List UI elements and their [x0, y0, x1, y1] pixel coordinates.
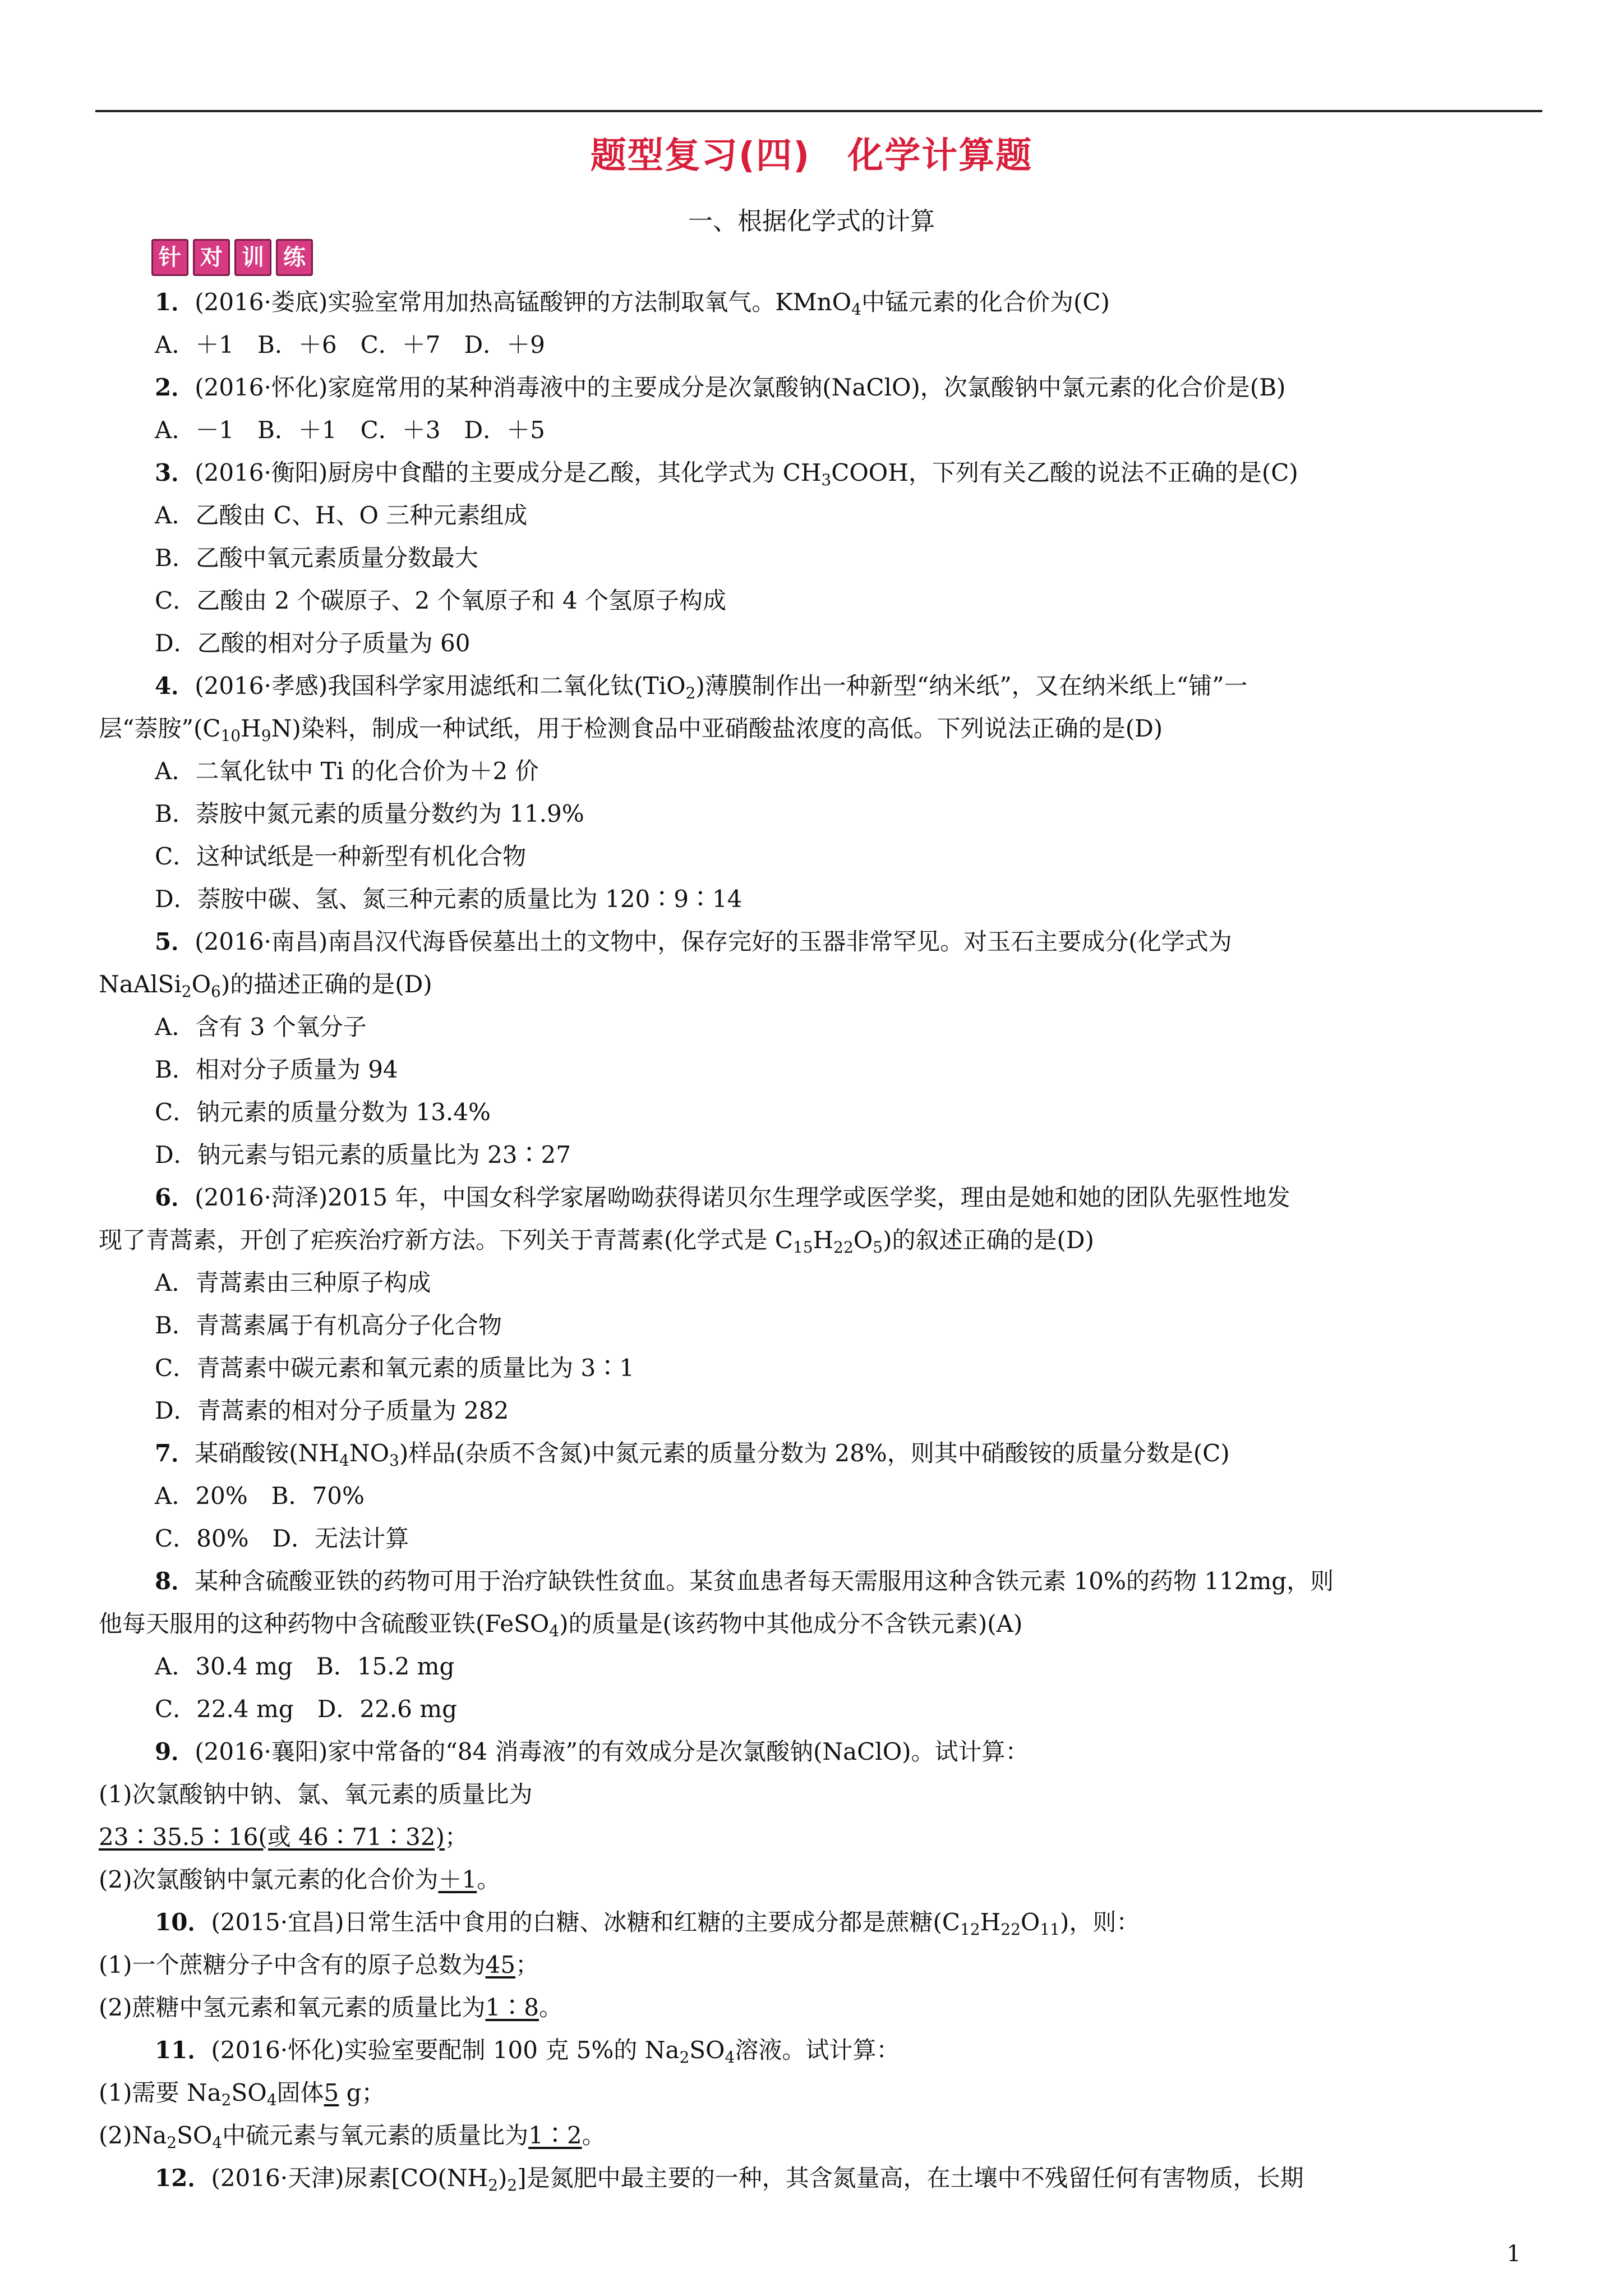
question-8-options-cd: C．22.4 mg D．22.6 mg — [155, 1695, 457, 1723]
question-4-cont: 层“萘胺$”(C_{10}H_9N)$染料，制成一种试纸，用于检测食品中亚硝酸盐浓度的高低。下列说法正确的是(D) — [99, 715, 1163, 745]
question-8-options-ab: A．30.4 mg B．15.2 mg — [155, 1653, 455, 1680]
question-5: 5．(2016·南昌)南昌汉代海昏侯墓出土的文物中，保存完好的玉器非常罕见。对玉石主要成分(化学式为 — [155, 928, 1232, 955]
option-b: B．相对分子质量为 94 — [155, 1056, 398, 1083]
option-c: C．乙酸由 2 个碳原子、2 个氧原子和 4 个氢原子构成 — [155, 587, 727, 614]
question-10-part-1: (1)一个蔗糖分子中含有的原子总数为45； — [99, 1951, 539, 1978]
option-a: A．乙酸由 C、H、O 三种元素组成 — [155, 501, 528, 529]
question-11-part-2: $(2)Na_2SO_4$中硫元素与氧元素的质量比为1∶2。 — [99, 2122, 606, 2152]
question-11-part-1: (1)需要 $Na_2SO_4$固体5 g； — [99, 2079, 385, 2109]
question-2: 2．(2016·怀化)家庭常用的某种消毒液中的主要成分是次氯酸钠(NaClO)，次氯酸钠中氯元素的化合价是(B) — [155, 374, 1286, 401]
option-d: D．乙酸的相对分子质量为 60 — [155, 629, 471, 657]
question-7: 7．某硝酸铵$(NH_4NO_3)$样品(杂质不含氮)中氮元素的质量分数为 28%，则其中硝酸铵的质量分数是(C) — [155, 1439, 1230, 1470]
practice-badge — [151, 239, 313, 276]
option-a: A．含有 3 个氧分子 — [155, 1013, 367, 1041]
option-a: A．青蒿素由三种原子构成 — [155, 1269, 431, 1296]
question-7-options-ab: A．20% B．70% — [155, 1482, 365, 1510]
question-8: 8．某种含硫酸亚铁的药物可用于治疗缺铁性贫血。某贫血患者每天需服用这种含铁元素 10%的药物 112mg，则 — [155, 1567, 1334, 1595]
question-1-options: A．＋1 B．＋6 C．＋7 D．＋9 — [155, 331, 545, 358]
question-3: 3．(2016·衡阳)厨房中食醋的主要成分是乙酸，其化学式为 $CH_3COOH$，下列有关乙酸的说法不正确的是(C) — [155, 459, 1298, 489]
question-4: 4．(2016·孝感)我国科学家用滤纸和二氧化钛(TiO$_2$)薄膜制作出一种新型“纳米纸”，又在纳米纸上“铺”一 — [155, 672, 1248, 702]
question-2-options: A．－1 B．＋1 C．＋3 D．＋5 — [155, 416, 545, 444]
header-rule — [95, 110, 1542, 112]
option-b: B．乙酸中氧元素质量分数最大 — [155, 544, 478, 572]
question-9: 9．(2016·襄阳)家中常备的“84 消毒液”的有效成分是次氯酸钠(NaClO)。试计算： — [155, 1738, 1029, 1765]
question-9-part-1: (1)次氯酸钠中钠、氯、氧元素的质量比为 — [99, 1780, 533, 1808]
option-a: A．二氧化钛中 Ti 的化合价为＋2 价 — [155, 757, 539, 785]
badge-char: 针 — [151, 239, 188, 276]
question-9-answer-1: 23∶35.5∶16(或 46∶71∶32)； — [99, 1823, 468, 1851]
question-6: 6．(2016·菏泽)2015 年，中国女科学家屠呦呦获得诺贝尔生理学或医学奖，理由是她和她的团队先驱性地发 — [155, 1184, 1290, 1211]
question-10-part-2: (2)蔗糖中氢元素和氧元素的质量比为1∶8。 — [99, 1994, 562, 2021]
badge-char: 练 — [276, 239, 313, 276]
option-d: D．青蒿素的相对分子质量为 282 — [155, 1397, 509, 1424]
option-b: B．青蒿素属于有机高分子化合物 — [155, 1312, 502, 1339]
option-d: D．钠元素与铝元素的质量比为 23∶27 — [155, 1141, 571, 1168]
option-c: C．这种试纸是一种新型有机化合物 — [155, 843, 527, 870]
question-5-cont: $NaAlSi_2O_6$)的描述正确的是(D) — [99, 970, 432, 1001]
question-9-part-2: (2)次氯酸钠中氯元素的化合价为＋1。 — [99, 1866, 501, 1893]
option-d: D．萘胺中碳、氢、氮三种元素的质量比为 120∶9∶14 — [155, 885, 743, 913]
question-8-cont: 他每天服用的这种药物中含硫酸亚铁(FeSO$_4$)的质量是(该药物中其他成分不含铁元素)(A) — [99, 1610, 1023, 1640]
option-b: B．萘胺中氮元素的质量分数约为 11.9% — [155, 800, 584, 827]
badge-char: 对 — [193, 239, 230, 276]
question-1: 1．(2016·娄底)实验室常用加热高锰酸钾的方法制取氧气。KMnO$_4$中锰元素的化合价为(C) — [155, 288, 1110, 319]
question-10: 10．(2015·宜昌)日常生活中食用的白糖、冰糖和红糖的主要成分都是蔗糖$(C_{12}H_{22}O_{11})$，则： — [155, 1908, 1140, 1939]
section-heading: 一、根据化学式的计算 — [688, 207, 935, 236]
question-6-cont: 现了青蒿素，开创了疟疾治疗新方法。下列关于青蒿素(化学式是 $C_{15}H_{22}O_5$)的叙述正确的是(D) — [99, 1226, 1094, 1257]
question-11: 11．(2016·怀化)实验室要配制 100 克 5%的 $Na_2SO_4$溶液。试计算： — [155, 2036, 900, 2067]
question-12: 12．(2016·天津)尿素$[CO(NH_2)_2]$是氮肥中最主要的一种，其含氮量高，在土壤中不残留任何有害物质，长期 — [155, 2164, 1304, 2194]
question-7-options-cd: C．80% D．无法计算 — [155, 1525, 409, 1552]
page-title: 题型复习(四) 化学计算题 — [590, 135, 1033, 177]
option-c: C．青蒿素中碳元素和氧元素的质量比为 3∶1 — [155, 1354, 634, 1382]
option-c: C．钠元素的质量分数为 13.4% — [155, 1098, 491, 1126]
badge-char: 训 — [234, 239, 271, 276]
page-number: 1 — [1506, 2241, 1521, 2267]
